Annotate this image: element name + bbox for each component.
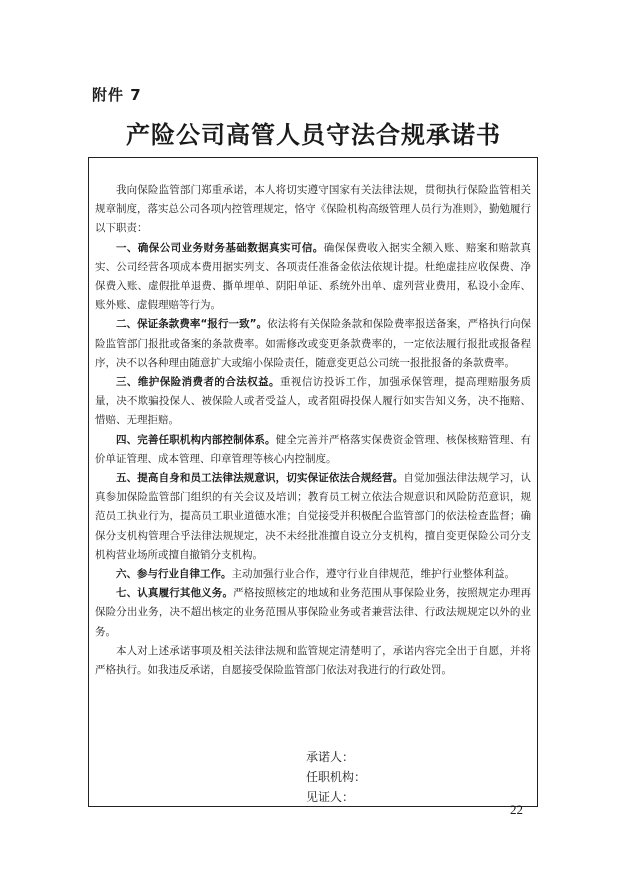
item-heading: 七、认真履行其他义务。 — [116, 587, 234, 600]
item-heading: 四、完善任职机构内部控制体系。 — [116, 433, 276, 446]
commitment-body — [95, 181, 531, 680]
attachment-label: 附件 7 — [92, 86, 142, 104]
item-paragraph-2 — [95, 315, 531, 373]
item-paragraph-7 — [95, 584, 531, 642]
item-paragraph-6 — [95, 565, 531, 584]
item-text: 主动加强行业合作，遵守行业自律规范，维护行业整体利益。 — [231, 568, 515, 581]
closing-paragraph: 本人对上述承诺事项及相关法律法规和监管规定清楚明了，承诺内容完全出于自愿，并将严格执行。如我违反承诺，自愿接受保险监管部门依法对我进行的行政处罚。 — [95, 644, 531, 677]
item-text: 严格按照核定的地域和业务范围从事保险业务，按照规定办理再保险分出业务，决不超出核定的业务范围从事保险业务或者兼营法律、行政法规规定以外的业务。 — [95, 587, 532, 638]
document-title: 产险公司高管人员守法合规承诺书 — [126, 120, 501, 149]
item-text: 确保保费收入据实全额入账、赔案和赔款真实、公司经营各项成本费用据实列支、各项责任准备金依法依规计提。杜绝虚挂应收保费、净保费入账、虚假批单退费、撕单埋单、阴阳单证、系统外出单、虚列营业费用，私设小金库、账外账、虚假理赔等行为。 — [95, 241, 532, 312]
item-text: 依法将有关保险条款和保险费率报送备案，严格执行向保险监管部门报批或备案的条款费率。如需修改或变更条款费率的，一定依法履行报批或报备程序，决不以各种理由随意扩大或缩小保险责任，随意变更总公司统一报批报备的条款费率。 — [95, 318, 532, 369]
item-paragraph-1 — [95, 239, 531, 316]
page-number: 22 — [510, 802, 523, 817]
item-heading: 五、提高自身和员工法律法规意识，切实保证依法合规经营。 — [116, 472, 404, 485]
item-paragraph-5 — [95, 469, 531, 565]
item-paragraph-3 — [95, 373, 531, 431]
signature-institution: 任职机构： — [306, 770, 367, 784]
item-text: 重视信访投诉工作，加强承保管理，提高理赔服务质量，决不欺骗投保人、被保险人或者受益人，或者阻碍投保人履行如实告知义务，决不拖赔、惜赔、无理拒赔。 — [95, 376, 532, 427]
intro-paragraph: 我向保险监管部门郑重承诺，本人将切实遵守国家有关法律法规，贯彻执行保险监管相关规章制度，落实总公司各项内控管理规定，恪守《保险机构高级管理人员行为准则》，勤勉履行以下职责： — [95, 184, 531, 235]
item-heading: 二、保证条款费率“报行一致”。 — [116, 318, 268, 331]
item-text: 健全完善并严格落实保费资金管理、核保核赔管理、有价单证管理、成本管理、印章管理等核心内控制度。 — [95, 433, 531, 465]
item-paragraph-4 — [95, 431, 531, 469]
item-heading: 一、确保公司业务财务基础数据真实可信。 — [116, 241, 324, 254]
item-text: 自觉加强法律法规学习，认真参加保险监管部门组织的有关会议及培训；教育员工树立依法合规意识和风险防范意识，规范员工执业行为，提高员工职业道德水准；自觉接受并积极配合监管部门的依法检查监督；确保分支机构管理合乎法律法规规定，决不未经批准擅自设立分支机构，擅自变更保险公司分支机构营业场所或擅自撤销分支机构。 — [95, 472, 532, 561]
signature-witness: 见证人： — [306, 790, 355, 804]
signature-promisor: 承诺人： — [306, 750, 355, 764]
item-heading: 六、参与行业自律工作。 — [116, 568, 232, 581]
item-heading: 三、维护保险消费者的合法权益。 — [116, 376, 280, 389]
